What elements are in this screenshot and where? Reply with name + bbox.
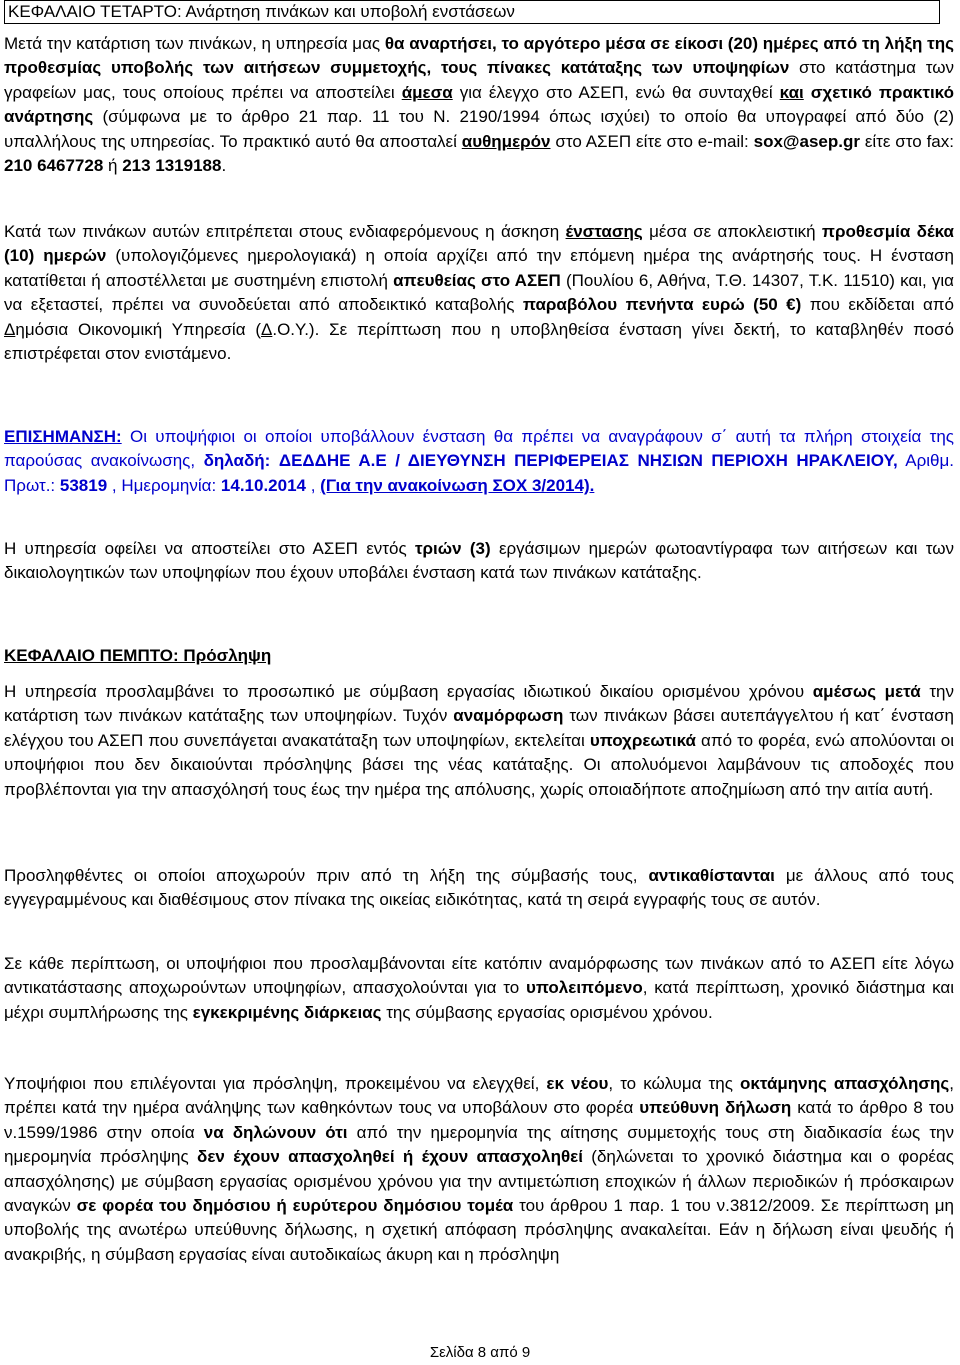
- text-run: παραβόλου πενήντα ευρώ (50 €): [522, 295, 802, 315]
- chapter4-paragraph-2: [4, 220, 954, 366]
- text-run: Η υπηρεσία οφείλει να αποστείλει στο ΑΣΕΠ εντός: [4, 539, 415, 558]
- text-run: τριών (3): [414, 539, 491, 558]
- text-run: στο κατάστημα των γραφείων μας, τους οποίους πρέπει να αποστείλει: [4, 58, 954, 102]
- text-run: άμεσα: [401, 82, 453, 102]
- text-run: που εκδίδεται από: [801, 295, 954, 315]
- text-run: Οι υποψήφιοι οι οποίοι υποβάλλουν ένσταση θα πρέπει να αναγράφουν σ΄ αυτή τα πλήρη στοιχεία της παρούσας ανακοίνωσης,: [4, 427, 954, 471]
- text-run: Δ: [4, 319, 16, 339]
- text-run: 14.10.2014: [220, 475, 306, 495]
- text-run: υπολειπόμενο: [525, 978, 643, 998]
- text-run: Προσληφθέντες οι οποίοι αποχωρούν πριν από τη λήξη της σύμβασής τους,: [4, 866, 649, 885]
- text-run: εργάσιμων ημερών φωτοαντίγραφα των αιτήσεων και των δικαιολογητικών των υποψηφίων που έχουν υποβάλει ένσταση κατά των πινάκων κατάταξης.: [4, 539, 954, 583]
- chapter5-paragraph-1: [4, 680, 954, 802]
- text-run: Αριθμ. Πρωτ.:: [4, 451, 955, 495]
- text-run: είτε στο fax:: [859, 131, 954, 151]
- text-run: , το κώλυμα της: [608, 1074, 740, 1093]
- text-run: ή: [103, 156, 123, 176]
- text-run: στο ΑΣΕΠ είτε στο e-mail:: [550, 131, 754, 151]
- text-run: Σε κάθε περίπτωση, οι υποψήφιοι που προσλαμβάνονται είτε κατόπιν αναμόρφωσης των πινάκων από το ΑΣΕΠ είτε λόγω αντικατάστασης αποχωρούντων υποψηφίων, απασχολούνται για το: [4, 954, 954, 998]
- text-run: υποχρεωτικά: [589, 730, 696, 750]
- text-run: κατά το άρθρο 8 του ν.1599/1986 στην οποία: [4, 1098, 954, 1142]
- text-run: (Για την ανακοίνωση ΣΟΧ 3/2014).: [320, 475, 595, 495]
- text-run: αμέσως μετά: [812, 682, 921, 701]
- text-run: ΔΕΔΔΗΕ Α.Ε / ΔΙΕΥΘΥΝΣΗ ΠΕΡΙΦΕΡΕΙΑΣ ΝΗΣΙΩΝ ΠΕΡΙΟΧΗ ΗΡΑΚΛΕΙΟΥ,: [278, 451, 898, 471]
- text-run: Η υπηρεσία προσλαμβάνει το προσωπικό με σύμβαση εργασίας ιδιωτικού δικαίου ορισμένου χρόνου: [4, 682, 813, 701]
- text-run: (Πουλίου 6, Αθήνα, Τ.Θ. 14307, Τ.Κ. 11510) και, για να εξεταστεί, πρέπει να συνοδεύεται από αποδεικτικό καταβολής: [4, 270, 954, 315]
- text-run: 53819: [59, 475, 108, 495]
- text-run: για έλεγχο στο ΑΣΕΠ, ενώ θα συνταχθεί: [452, 82, 780, 102]
- text-run: αυθημερόν: [461, 131, 551, 151]
- text-run: , πρέπει κατά την ημέρα ανάληψης των καθηκόντων τους να υποβάλουν στο φορέα: [4, 1074, 954, 1118]
- chapter4-paragraph-3: [4, 537, 954, 586]
- text-run: Μετά την κατάρτιση των πινάκων, η υπηρεσία μας: [4, 34, 385, 53]
- text-run: 210 6467728: [4, 156, 104, 176]
- chapter5-paragraph-4: [4, 1072, 954, 1267]
- text-run: αναμόρφωση: [453, 706, 564, 726]
- text-run: ημόσια Οικονομική Υπηρεσία (: [15, 319, 261, 339]
- text-run: 213 1319188: [122, 156, 222, 176]
- text-run: σε φορέα του δημόσιου ή ευρύτερου δημόσιου τομέα: [76, 1196, 514, 1216]
- text-run: Κατά των πινάκων αυτών επιτρέπεται στους ενδιαφερόμενους η άσκηση: [4, 222, 566, 241]
- text-run: εγκεκριμένης διάρκειας: [192, 1002, 382, 1022]
- chapter5-heading: ΚΕΦΑΛΑΙΟ ΠΕΜΠΤΟ: Πρόσληψη: [4, 646, 272, 665]
- chapter4-heading: ΚΕΦΑΛΑΙΟ ΤΕΤΑΡΤΟ: Ανάρτηση πινάκων και υποβολή ενστάσεων: [4, 0, 940, 24]
- text-run: ένστασης: [565, 222, 643, 241]
- text-run: υπεύθυνη δήλωση: [639, 1098, 792, 1118]
- text-run: προθεσμία δέκα (10) ημερών: [4, 222, 954, 266]
- text-run: .: [221, 156, 227, 176]
- text-run: θα αναρτήσει, το αργότερο μέσα σε είκοσι (20) ημέρες από τη λήξη της προθεσμίας υποβολής των αιτήσεων συμμετοχής, τους πίνακες κατάταξης των υποψηφίων: [4, 34, 954, 78]
- text-run: του άρθρου 1 παρ. 1 του ν.3812/2009. Σε περίπτωση μη υποβολής της ανωτέρω υπεύθυνης δήλωσης, η σχετική απόφαση πρόσληψης ανακαλείται. Εάν η δήλωση είναι ψευδής ή ανακριβής, η σύμβαση εργασίας είναι αυτοδικαίως άκυρη και η πρόσληψη: [4, 1196, 954, 1264]
- text-run: της σύμβασης εργασίας ορισμένου χρόνου.: [381, 1002, 713, 1022]
- text-run: .Ο.Υ.). Σε περίπτωση που η υποβληθείσα ένσταση γίνει δεκτή, το καταβληθέν ποσό επιστρέφεται στον ενιστάμενο.: [4, 319, 954, 364]
- text-run: ΕΠΙΣΗΜΑΝΣΗ:: [4, 427, 122, 446]
- text-run: [804, 83, 811, 102]
- text-run: την κατάρτιση των πινάκων κατάταξης των υποψηφίων. Τυχόν: [4, 682, 955, 726]
- text-run: να δηλώνουν ότι: [203, 1122, 348, 1142]
- chapter4-paragraph-1: [4, 32, 954, 178]
- text-run: των πινάκων βάσει αυτεπάγγελτου ή κατ΄ ένσταση ελέγχου του ΑΣΕΠ που συνεπάγεται ανακατάταξη των υποψηφίων, εκτελείται: [4, 706, 954, 750]
- text-run: και: [779, 82, 804, 102]
- text-run: Δ: [261, 319, 273, 339]
- text-run: απευθείας στο ΑΣΕΠ: [393, 270, 561, 290]
- text-run: δηλαδή:: [203, 451, 271, 471]
- text-run: από την ημερομηνία της αίτησης συμμετοχής τους στη διαδικασία έως την ημερομηνία πρόσληψης: [4, 1122, 954, 1167]
- text-run: αντικαθίστανται: [648, 866, 775, 885]
- attention-notice: [4, 425, 954, 498]
- chapter5-paragraph-2: [4, 864, 954, 913]
- chapter5-paragraph-3: [4, 952, 954, 1025]
- text-run: από το φορέα, ενώ απολύονται οι υποψήφιοι που δεν δικαιούνται πρόσληψης βάσει της νέας κατάταξης. Οι απολυόμενοι λαμβάνουν τις αποδοχές που προβλέπονται για την απασχόλησή τους έως την ημέρα της απόλυσης, χωρίς οποιαδήποτε αποζημίωση από την αιτία αυτή.: [4, 730, 954, 799]
- text-run: εκ νέου: [546, 1074, 609, 1093]
- text-run: δεν έχουν απασχοληθεί ή έχουν απασχοληθεί: [197, 1147, 583, 1167]
- text-run: Υποψήφιοι που επιλέγονται για πρόσληψη, προκειμένου να ελεγχθεί,: [4, 1074, 547, 1093]
- text-run: , κατά περίπτωση, χρονικό διάστημα και μέχρι συμπλήρωσης της: [4, 978, 954, 1022]
- text-run: οκτάμηνης απασχόλησης: [739, 1074, 950, 1093]
- text-run: ,: [306, 475, 321, 495]
- text-run: σχετικό πρακτικό ανάρτησης: [4, 82, 954, 127]
- text-run: (σύμφωνα με το άρθρο 21 παρ. 11 του Ν. 2190/1994 όπως ισχύει) το οποίο θα υπογραφεί από δύο (2) υπαλλήλους της υπηρεσίας. Το πρακτικό αυτό θα αποσταλεί: [4, 107, 954, 151]
- text-run: (δηλώνεται το χρονικό διάστημα και ο φορέας απασχόλησης) με σύμβαση εργασίας ορισμένου χρόνου για την αντιμετώπιση εποχικών ή άλλων περιοδικών ή πρόσκαιρων αναγκών: [4, 1147, 954, 1216]
- text-run: [270, 451, 279, 470]
- page-number: Σελίδα 8 από 9: [429, 1344, 531, 1361]
- text-run: μέσα σε αποκλειστική: [642, 222, 822, 241]
- text-run: (υπολογιζόμενες ημερολογιακά) η οποία αρχίζει από την επόμενη ημέρα της ανάρτησής τους. Η ένσταση κατατίθεται ή αποστέλλεται με συστημένη επιστολή: [4, 246, 954, 290]
- text-run: , Ημερομηνία:: [107, 475, 221, 495]
- text-run: sox@asep.gr: [753, 131, 860, 151]
- text-run: με άλλους από τους εγγεγραμμένους και διαθέσιμους στον πίνακα της οικείας ειδικότητας, κατά τη σειρά εγγραφής τους σε αυτόν.: [4, 866, 954, 910]
